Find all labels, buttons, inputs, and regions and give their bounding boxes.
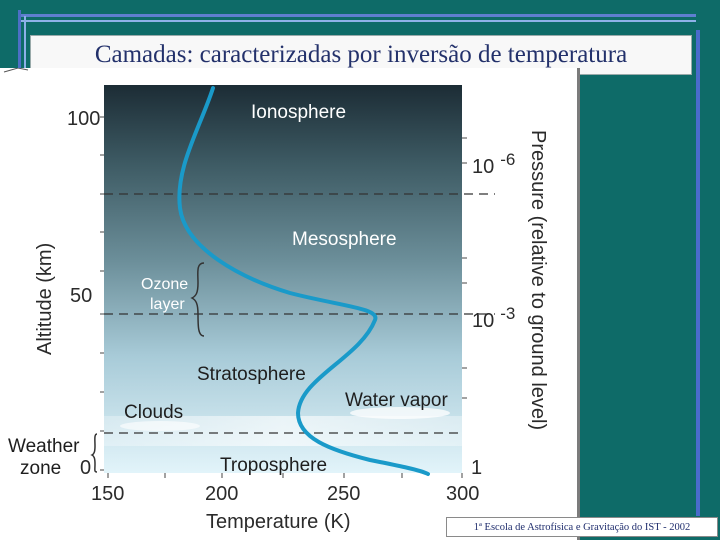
temperature-axis-title: Temperature (K) bbox=[206, 511, 351, 533]
temperature-tick-150: 150 bbox=[91, 483, 125, 505]
pressure-tick-1e-6: 10 $^{-6}$ bbox=[472, 150, 516, 178]
slide-title: Camadas: caracterizadas por inversão de temperatura bbox=[94, 41, 628, 68]
label-stratosphere: Stratosphere bbox=[197, 364, 306, 385]
atmosphere-figure bbox=[0, 68, 580, 540]
label-mesosphere: Mesosphere bbox=[292, 229, 397, 250]
altitude-tick-marks bbox=[100, 117, 104, 470]
temperature-tick-300: 300 bbox=[446, 483, 480, 505]
right-decorative-line bbox=[696, 30, 700, 516]
label-ionosphere: Ionosphere bbox=[251, 102, 347, 123]
temperature-tick-200: 200 bbox=[205, 483, 239, 505]
label-weather: Weather bbox=[8, 436, 80, 457]
label-troposphere: Troposphere bbox=[220, 455, 328, 476]
label-ozone-line2: layer bbox=[150, 296, 185, 313]
pressure-tick-1: 1 bbox=[471, 457, 483, 479]
label-zone: zone bbox=[20, 458, 62, 479]
pressure-axis-title: Pressure (relative to ground level) bbox=[527, 130, 549, 431]
top-decorative-line bbox=[20, 14, 696, 17]
pressure-tick-marks bbox=[462, 138, 467, 398]
pressure-tick-1e-3: 10 $^{-3}$ bbox=[472, 304, 516, 332]
corner-mark bbox=[4, 68, 28, 72]
label-ozone-line1: Ozone bbox=[141, 276, 189, 293]
altitude-tick-0: 0 bbox=[80, 457, 92, 479]
footer-credit bbox=[446, 517, 718, 537]
altitude-tick-100: 100 bbox=[67, 108, 101, 130]
weather-zone-brace bbox=[92, 434, 97, 472]
label-clouds: Clouds bbox=[124, 402, 184, 423]
label-water-vapor: Water vapor bbox=[345, 390, 448, 411]
top-decorative-line-secondary bbox=[20, 20, 696, 22]
temperature-tick-250: 250 bbox=[327, 483, 361, 505]
footer-text: 1ª Escola de Astrofísica e Gravitação do IST - 2002 bbox=[473, 521, 691, 533]
left-decorative-line-secondary bbox=[24, 16, 26, 68]
atmosphere-diagram bbox=[0, 68, 580, 540]
altitude-tick-50: 50 bbox=[70, 285, 93, 307]
left-decorative-line bbox=[18, 10, 21, 68]
altitude-axis-title: Altitude (km) bbox=[34, 242, 56, 355]
